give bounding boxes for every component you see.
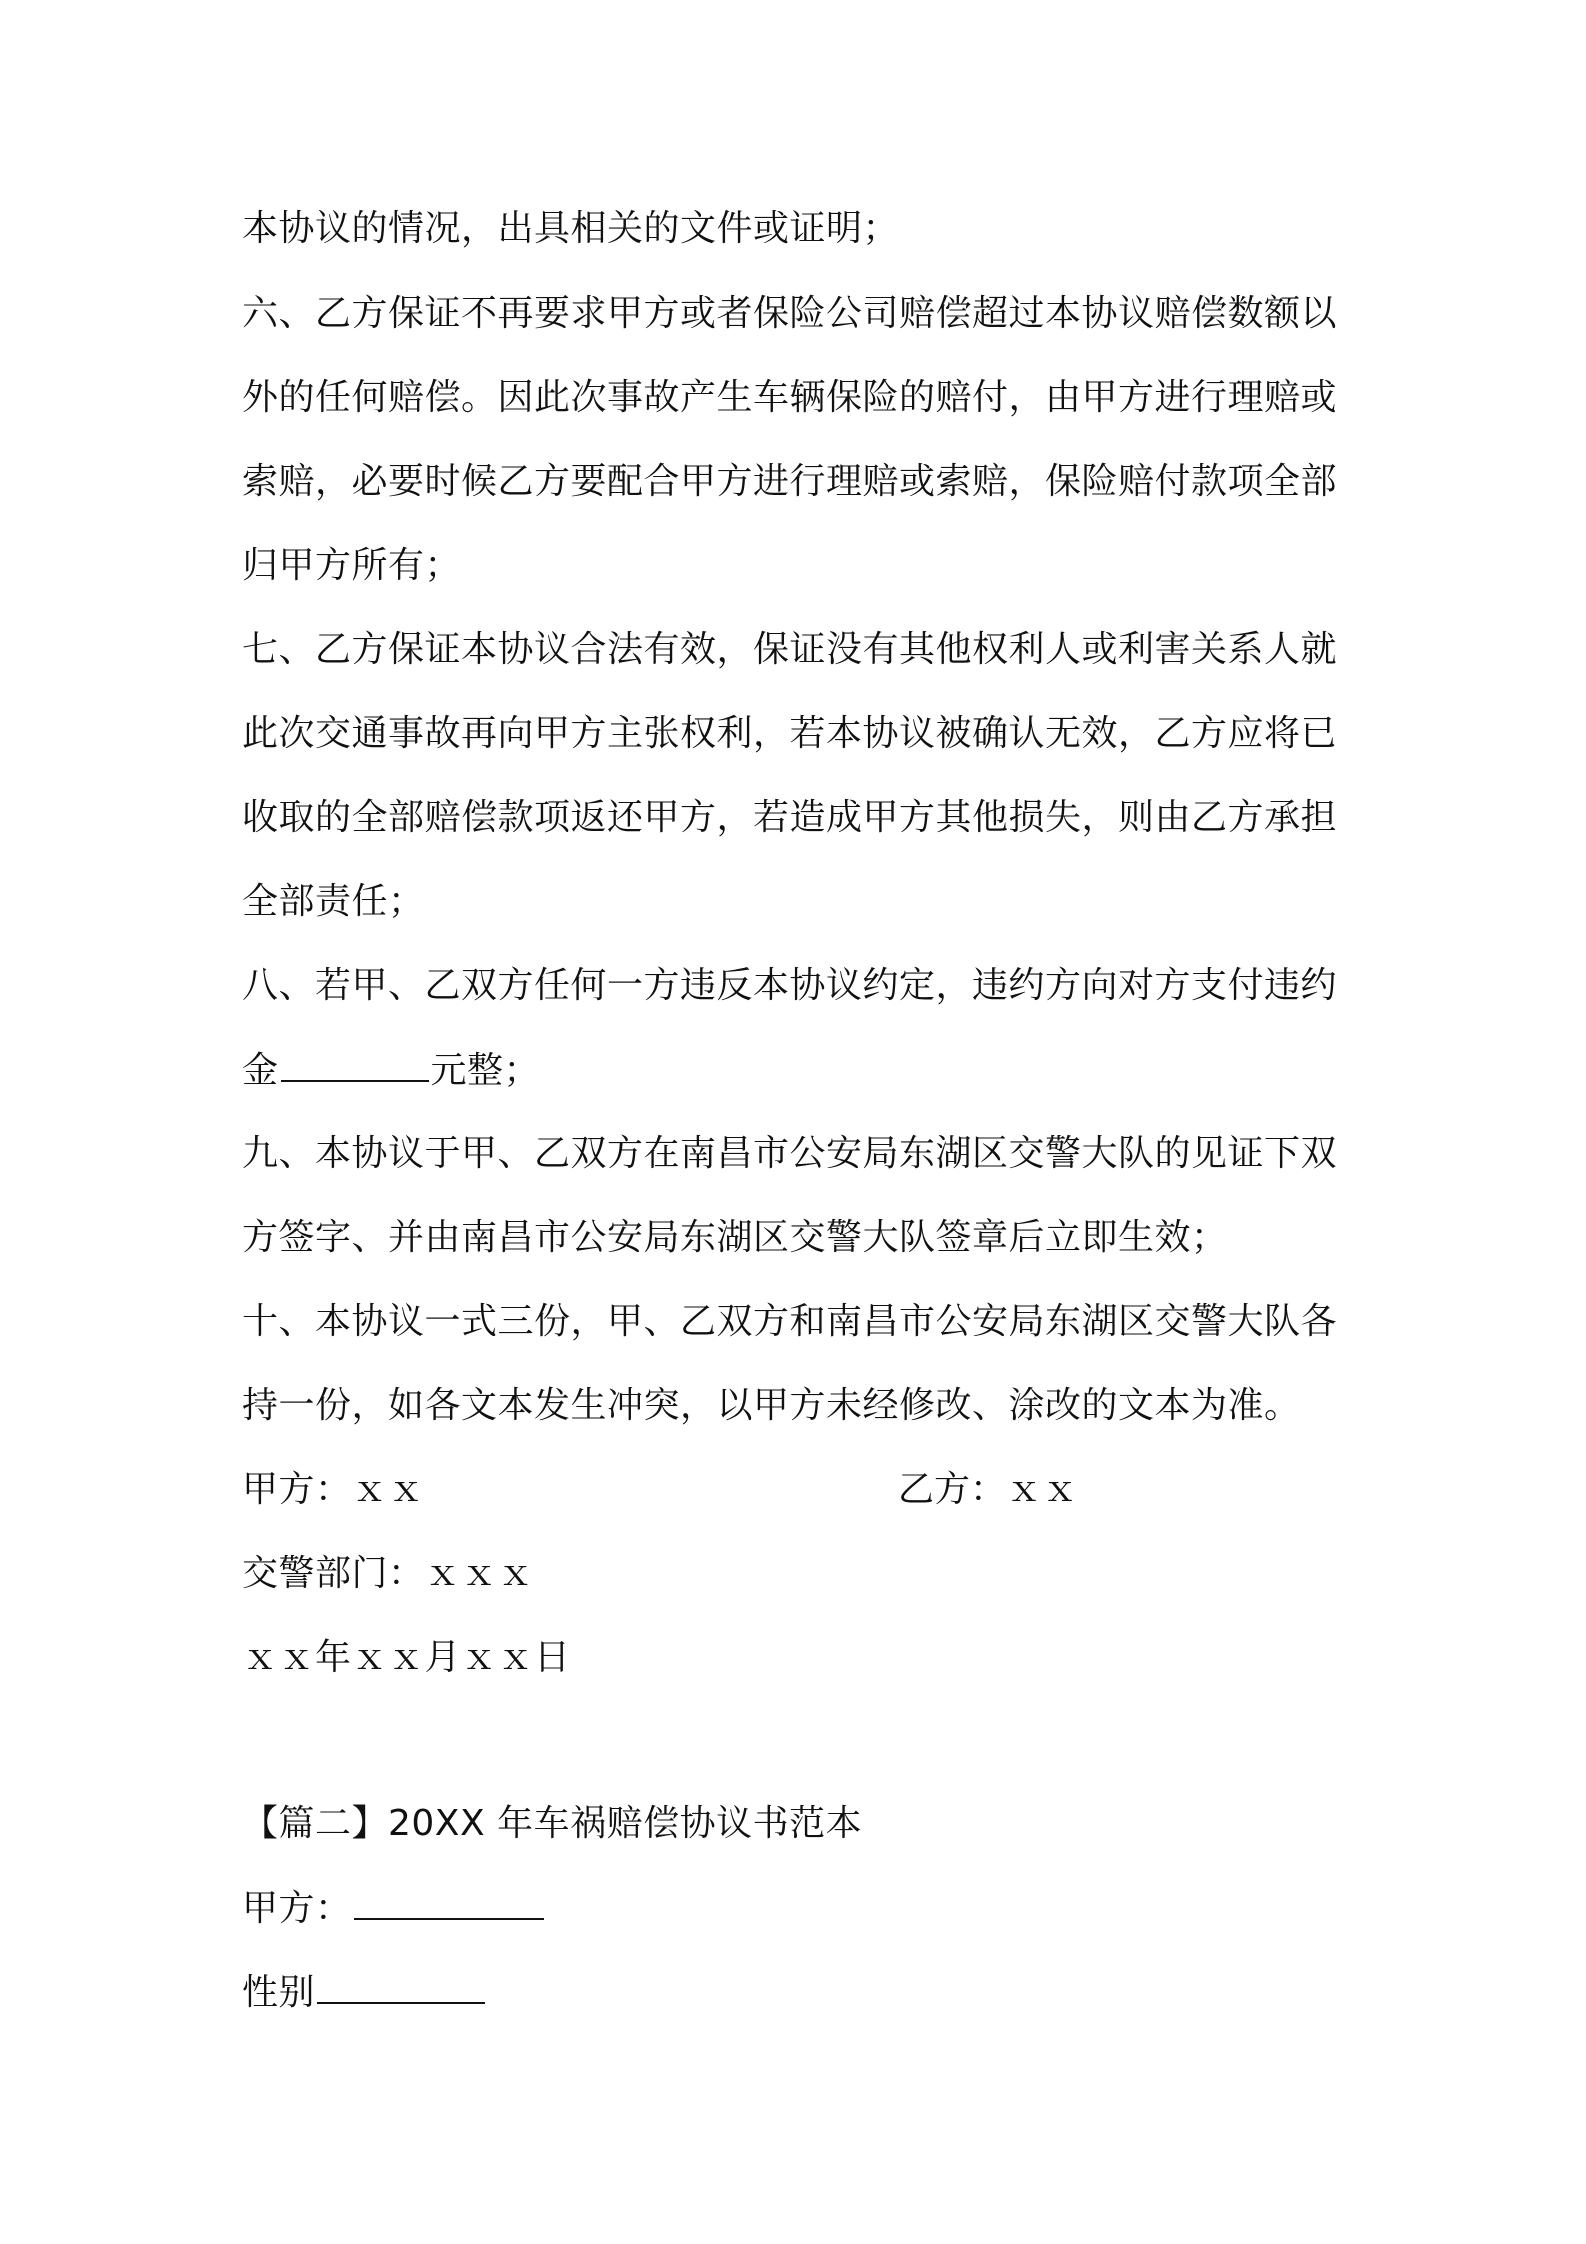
penalty-prefix: 金 bbox=[242, 1050, 279, 1091]
section-2-party-a-label: 甲方： bbox=[242, 1888, 352, 1929]
clause-7-line-4: 全部责任； bbox=[242, 881, 425, 922]
clause-6-line-4: 归甲方所有； bbox=[242, 545, 462, 586]
clause-10-line-2: 持一份，如各文本发生冲突，以甲方未经修改、涂改的文本为准。 bbox=[242, 1385, 1301, 1426]
clause-7-line-1: 七、乙方保证本协议合法有效，保证没有其他权利人或利害关系人就 bbox=[242, 629, 1338, 670]
clause-7-line-2: 此次交通事故再向甲方主张权利，若本协议被确认无效，乙方应将已 bbox=[242, 713, 1338, 754]
signing-date: ｘｘ年ｘｘ月ｘｘ日 bbox=[242, 1637, 571, 1678]
clause-6-line-3: 索赔，必要时候乙方要配合甲方进行理赔或索赔，保险赔付款项全部 bbox=[242, 461, 1338, 502]
section-2-party-a-line bbox=[242, 1884, 1372, 1933]
party-a-signature: 甲方：ｘｘ bbox=[242, 1469, 425, 1510]
clause-7-line-3: 收取的全部赔偿款项返还甲方，若造成甲方其他损失，则由乙方承担 bbox=[242, 797, 1338, 838]
clause-9-line-2: 方签字、并由南昌市公安局东湖区交警大队签章后立即生效； bbox=[242, 1217, 1228, 1258]
clause-10-line-1: 十、本协议一式三份，甲、乙双方和南昌市公安局东湖区交警大队各 bbox=[242, 1301, 1338, 1342]
clause-8-line-2 bbox=[242, 1046, 1372, 1095]
clause-9-line-1: 九、本协议于甲、乙双方在南昌市公安局东湖区交警大队的见证下双 bbox=[242, 1133, 1338, 1174]
clause-6-line-2: 外的任何赔偿。因此次事故产生车辆保险的赔付，由甲方进行理赔或 bbox=[242, 377, 1338, 418]
party-b-signature: 乙方：ｘｘ bbox=[898, 1469, 1079, 1510]
clause-6-line-1: 六、乙方保证不再要求甲方或者保险公司赔偿超过本协议赔偿数额以 bbox=[242, 293, 1338, 334]
section-2-gender-line bbox=[242, 1968, 1372, 2017]
clause-8-line-1: 八、若甲、乙双方任何一方违反本协议约定，违约方向对方支付违约 bbox=[242, 965, 1338, 1006]
section-2-gender-label: 性别 bbox=[242, 1972, 316, 2013]
penalty-suffix: 元整； bbox=[430, 1050, 541, 1091]
section-2-title: 【篇二】20XX 年车祸赔偿协议书范本 bbox=[242, 1803, 863, 1844]
clause-5-continuation: 本协议的情况，出具相关的文件或证明； bbox=[242, 208, 900, 249]
gender-blank[interactable] bbox=[317, 1968, 485, 2004]
police-signature: 交警部门：ｘｘｘ bbox=[242, 1553, 535, 1594]
penalty-amount-blank[interactable] bbox=[281, 1046, 429, 1082]
party-a-name-blank[interactable] bbox=[354, 1884, 544, 1920]
